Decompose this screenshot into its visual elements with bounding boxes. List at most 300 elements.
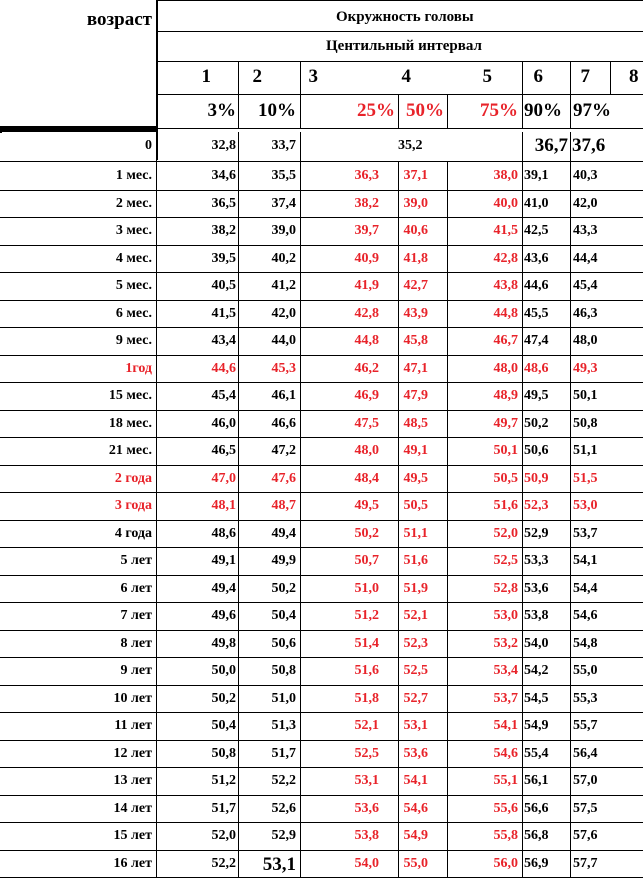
- value-cell: 49,4: [211, 580, 236, 596]
- value-cell: 46,9: [354, 388, 379, 403]
- value-cell: 50,7: [354, 553, 379, 568]
- cell-divider: [300, 712, 301, 740]
- cell-divider: [447, 850, 448, 878]
- cell-divider: [300, 190, 301, 218]
- cell-divider: [300, 300, 301, 328]
- value-cell: 36,3: [354, 168, 379, 183]
- row-rule: [0, 767, 643, 768]
- cell-divider: [447, 547, 448, 575]
- cell-divider: [156, 602, 157, 630]
- cell-divider: [447, 190, 448, 218]
- cell-divider: [570, 630, 571, 658]
- value-cell: 40,5: [211, 278, 236, 293]
- cell-divider: [522, 272, 523, 300]
- value-cell: 48,4: [354, 470, 379, 486]
- value-cell: 54,4: [573, 580, 598, 596]
- row-rule: [0, 161, 643, 162]
- row-rule: [0, 327, 643, 328]
- cell-divider: [522, 300, 523, 328]
- cell-divider: [300, 795, 301, 823]
- value-cell: 37,4: [271, 195, 296, 211]
- cell-divider: [398, 300, 399, 328]
- cell-divider: [398, 685, 399, 713]
- value-cell: 46,0: [211, 415, 236, 431]
- value-cell: 54,1: [493, 718, 518, 733]
- value-cell: 50,9: [524, 470, 549, 486]
- percentile-divider: [238, 94, 239, 128]
- value-cell: 39,0: [271, 223, 296, 238]
- corridor-divider: [300, 61, 301, 94]
- value-cell: 37,1: [403, 168, 428, 183]
- value-cell: 42,8: [493, 250, 518, 266]
- cell-divider: [398, 657, 399, 685]
- row-rule: [0, 132, 2, 133]
- cell-divider: [156, 355, 157, 383]
- value-cell: 49,1: [403, 443, 428, 458]
- value-cell: 46,7: [493, 333, 518, 348]
- cell-divider: [522, 217, 523, 245]
- cell-divider: [238, 850, 239, 878]
- row-rule: [0, 822, 643, 823]
- value-cell: 57,0: [573, 773, 598, 788]
- row-rule: [0, 795, 643, 796]
- cell-divider: [300, 822, 301, 850]
- cell-divider: [238, 272, 239, 300]
- value-cell: 41,8: [403, 250, 428, 266]
- value-cell: 41,0: [524, 195, 549, 211]
- cell-divider: [570, 217, 571, 245]
- cell-divider: [570, 712, 571, 740]
- value-cell: 54,6: [403, 800, 428, 816]
- value-cell: 53,1: [262, 853, 296, 875]
- value-cell: 32,8: [211, 138, 236, 153]
- cell-divider: [447, 740, 448, 768]
- cell-divider: [238, 437, 239, 465]
- percentile-divider: [522, 94, 523, 128]
- value-cell: 49,5: [354, 498, 379, 513]
- cell-divider: [570, 685, 571, 713]
- age-cell: 5 мес.: [115, 278, 152, 293]
- value-cell: 55,1: [493, 773, 518, 788]
- value-cell: 55,8: [493, 828, 518, 843]
- cell-divider: [238, 795, 239, 823]
- percentile-divider: [398, 94, 399, 128]
- cell-divider: [398, 630, 399, 658]
- value-cell: 55,6: [493, 800, 518, 816]
- cell-divider: [238, 217, 239, 245]
- value-cell: 53,8: [524, 608, 549, 623]
- cell-divider: [398, 382, 399, 410]
- cell-divider: [398, 355, 399, 383]
- value-cell: 52,7: [403, 690, 428, 706]
- cell-divider: [300, 465, 301, 493]
- cell-divider: [522, 850, 523, 878]
- cell-divider: [398, 547, 399, 575]
- row-rule: [0, 575, 643, 576]
- value-cell: 49,5: [524, 388, 549, 403]
- value-cell: 53,1: [403, 718, 428, 733]
- percentile-header: 90%: [524, 100, 562, 121]
- cell-divider: [156, 740, 157, 768]
- cell-divider: [238, 190, 239, 218]
- cell-divider: [238, 465, 239, 493]
- age-cell: 15 лет: [113, 828, 152, 843]
- cell-divider: [570, 355, 571, 383]
- cell-divider: [398, 327, 399, 355]
- percentile-rule: [156, 128, 643, 129]
- cell-divider: [238, 547, 239, 575]
- value-cell: 52,9: [524, 525, 549, 541]
- percentile-divider: [300, 94, 301, 128]
- cell-divider: [300, 217, 301, 245]
- value-cell: 51,2: [211, 773, 236, 788]
- age-cell: 6 лет: [120, 580, 152, 596]
- value-cell: 44,6: [211, 360, 236, 376]
- value-cell: 50,4: [211, 718, 236, 733]
- row-rule: [0, 382, 643, 383]
- cell-divider: [398, 410, 399, 438]
- value-cell: 50,6: [524, 443, 549, 458]
- cell-divider: [300, 327, 301, 355]
- value-cell: 53,7: [493, 690, 518, 706]
- value-cell: 50,8: [271, 663, 296, 678]
- value-cell: 53,0: [573, 498, 598, 513]
- cell-divider: [238, 602, 239, 630]
- top-border: [156, 0, 643, 1]
- cell-divider: [570, 767, 571, 795]
- age-cell: 16 лет: [113, 855, 152, 871]
- percentile-header: 50%: [406, 100, 444, 121]
- cell-divider: [398, 575, 399, 603]
- corridor-number: 8: [629, 66, 639, 87]
- cell-divider: [398, 850, 399, 878]
- cell-divider: [570, 410, 571, 438]
- cell-divider: [300, 740, 301, 768]
- value-cell: 54,9: [524, 718, 549, 733]
- value-cell: 38,2: [211, 223, 236, 238]
- percentile-header: 25%: [357, 100, 395, 121]
- cell-divider: [156, 327, 157, 355]
- cell-divider: [570, 822, 571, 850]
- value-cell: 50,2: [354, 525, 379, 541]
- value-cell: 55,4: [524, 745, 549, 761]
- cell-divider: [156, 795, 157, 823]
- cell-divider: [522, 602, 523, 630]
- age-cell: 1год: [125, 360, 152, 376]
- cell-divider: [156, 547, 157, 575]
- row-rule: [0, 217, 643, 218]
- age-cell: 5 лет: [120, 553, 152, 568]
- age-cell: 9 лет: [120, 663, 152, 678]
- corridor-number: 7: [580, 66, 590, 87]
- cell-divider: [447, 822, 448, 850]
- cell-divider: [300, 272, 301, 300]
- cell-divider: [447, 520, 448, 548]
- cell-divider: [522, 410, 523, 438]
- value-cell: 51,1: [403, 525, 428, 541]
- value-cell: 51,6: [354, 663, 379, 678]
- value-cell: 53,4: [493, 663, 518, 678]
- cell-divider: [156, 685, 157, 713]
- cell-divider: [447, 657, 448, 685]
- cell-divider: [522, 520, 523, 548]
- age-cell: 21 мес.: [108, 443, 152, 458]
- value-cell: 51,7: [271, 745, 296, 761]
- percentile-header: 97%: [573, 100, 611, 121]
- cell-divider: [238, 822, 239, 850]
- value-cell: 53,7: [573, 525, 598, 541]
- value-cell: 48,5: [403, 415, 428, 431]
- cell-divider: [300, 382, 301, 410]
- row-rule: [0, 190, 643, 191]
- value-cell: 40,2: [271, 250, 296, 266]
- cell-divider: [447, 382, 448, 410]
- corridor-divider: [570, 61, 571, 94]
- cell-divider: [522, 547, 523, 575]
- cell-divider: [398, 740, 399, 768]
- cell-divider: [570, 850, 571, 878]
- percentile-divider: [570, 94, 571, 128]
- value-cell: 43,8: [493, 278, 518, 293]
- cell-divider: [156, 850, 157, 878]
- cell-divider: [522, 355, 523, 383]
- value-cell: 48,6: [211, 525, 236, 541]
- cell-divider: [398, 520, 399, 548]
- value-cell: 52,3: [403, 635, 428, 651]
- cell-divider: [398, 190, 399, 218]
- value-cell: 54,0: [354, 855, 379, 871]
- cell-divider: [238, 492, 239, 520]
- cell-divider: [156, 245, 157, 273]
- age-cell: 12 лет: [113, 745, 152, 761]
- value-cell: 40,9: [354, 250, 379, 266]
- value-cell: 53,2: [493, 635, 518, 651]
- value-cell: 41,9: [354, 278, 379, 293]
- cell-divider: [300, 410, 301, 438]
- row-rule: [0, 877, 643, 878]
- cell-divider: [447, 630, 448, 658]
- cell-divider: [447, 162, 448, 190]
- value-cell: 49,1: [211, 553, 236, 568]
- value-cell: 52,8: [493, 580, 518, 596]
- value-cell: 49,7: [493, 415, 518, 431]
- value-cell: 42,0: [271, 305, 296, 321]
- value-cell: 38,2: [354, 195, 379, 211]
- value-cell: 54,9: [403, 828, 428, 843]
- value-cell: 52,5: [493, 553, 518, 568]
- value-cell: 48,1: [211, 498, 236, 513]
- value-cell: 48,0: [354, 443, 379, 458]
- value-cell: 57,7: [573, 855, 598, 871]
- value-cell: 53,0: [493, 608, 518, 623]
- value-cell: 53,1: [354, 773, 379, 788]
- cell-divider: [570, 492, 571, 520]
- corridor-number: 4: [401, 66, 411, 87]
- row-rule: [0, 740, 643, 741]
- value-cell: 36,7: [534, 135, 568, 156]
- cell-divider: [156, 767, 157, 795]
- value-cell: 51,9: [403, 580, 428, 596]
- age-cell: 3 мес.: [115, 223, 152, 238]
- row-rule: [0, 492, 643, 493]
- cell-divider: [570, 327, 571, 355]
- value-cell: 48,0: [573, 333, 598, 348]
- value-cell: 45,8: [403, 333, 428, 348]
- cell-divider: [238, 520, 239, 548]
- cell-divider: [447, 355, 448, 383]
- value-cell: 43,3: [573, 223, 598, 238]
- cell-divider: [570, 132, 571, 161]
- value-cell: 50,6: [271, 635, 296, 651]
- cell-divider: [156, 822, 157, 850]
- value-cell: 51,5: [573, 470, 598, 486]
- value-cell: 35,5: [271, 168, 296, 183]
- cell-divider: [156, 575, 157, 603]
- cell-divider: [156, 272, 157, 300]
- cell-divider: [522, 657, 523, 685]
- value-cell: 47,0: [211, 470, 236, 486]
- corridor-number: 5: [482, 66, 492, 87]
- value-cell: 47,2: [271, 443, 296, 458]
- cell-divider: [570, 520, 571, 548]
- cell-divider: [522, 767, 523, 795]
- cell-divider: [300, 355, 301, 383]
- cell-divider: [522, 437, 523, 465]
- cell-divider: [300, 657, 301, 685]
- row-rule: [0, 465, 643, 466]
- value-cell: 49,9: [271, 553, 296, 568]
- value-cell: 51,0: [271, 690, 296, 706]
- age-cell: 10 лет: [113, 690, 152, 706]
- value-cell: 40,6: [403, 223, 428, 238]
- cell-divider: [447, 272, 448, 300]
- cell-divider: [398, 465, 399, 493]
- cell-divider: [570, 740, 571, 768]
- value-cell: 55,7: [573, 718, 598, 733]
- value-cell: 46,3: [573, 305, 598, 321]
- row-rule: [0, 245, 643, 246]
- value-cell: 55,0: [403, 855, 428, 871]
- percentile-divider: [447, 94, 448, 128]
- cell-divider: [238, 327, 239, 355]
- value-cell: 51,3: [271, 718, 296, 733]
- value-cell: 49,6: [211, 608, 236, 623]
- cell-divider: [156, 410, 157, 438]
- cell-divider: [522, 740, 523, 768]
- cell-divider: [300, 767, 301, 795]
- value-cell: 53,8: [354, 828, 379, 843]
- cell-divider: [522, 382, 523, 410]
- value-cell: 45,3: [271, 360, 296, 376]
- value-cell: 44,4: [573, 250, 598, 266]
- value-cell: 43,4: [211, 333, 236, 348]
- title-rule: [156, 31, 643, 32]
- cell-divider: [522, 822, 523, 850]
- value-cell: 35,2: [398, 138, 423, 153]
- cell-divider: [522, 465, 523, 493]
- cell-divider: [156, 520, 157, 548]
- row-rule: [0, 300, 643, 301]
- cell-divider: [156, 465, 157, 493]
- cell-divider: [398, 492, 399, 520]
- value-cell: 53,6: [354, 800, 379, 816]
- value-cell: 56,0: [493, 855, 518, 871]
- cell-divider: [398, 162, 399, 190]
- cell-divider: [238, 132, 239, 161]
- value-cell: 52,2: [271, 773, 296, 788]
- value-cell: 51,6: [493, 498, 518, 513]
- cell-divider: [570, 272, 571, 300]
- value-cell: 54,0: [524, 635, 549, 651]
- value-cell: 49,8: [211, 635, 236, 651]
- value-cell: 46,2: [354, 360, 379, 376]
- cell-divider: [156, 492, 157, 520]
- row-rule: [0, 547, 643, 548]
- value-cell: 49,4: [271, 525, 296, 541]
- value-cell: 50,2: [271, 580, 296, 596]
- corridor-number: 2: [252, 66, 262, 87]
- age-cell: 2 года: [114, 470, 152, 486]
- corridor-divider: [610, 61, 611, 94]
- cell-divider: [300, 520, 301, 548]
- cell-divider: [398, 767, 399, 795]
- cell-divider: [447, 465, 448, 493]
- value-cell: 54,6: [573, 608, 598, 623]
- cell-divider: [522, 190, 523, 218]
- value-cell: 42,0: [573, 195, 598, 211]
- cell-divider: [570, 245, 571, 273]
- corridor-number: 1: [201, 66, 211, 87]
- value-cell: 52,1: [403, 608, 428, 623]
- value-cell: 50,2: [211, 690, 236, 706]
- cell-divider: [238, 575, 239, 603]
- cell-divider: [570, 162, 571, 190]
- cell-divider: [238, 630, 239, 658]
- value-cell: 55,0: [573, 663, 598, 678]
- cell-divider: [522, 327, 523, 355]
- value-cell: 46,1: [271, 388, 296, 403]
- value-cell: 47,1: [403, 360, 428, 376]
- cell-divider: [398, 795, 399, 823]
- age-cell: 4 мес.: [115, 250, 152, 266]
- value-cell: 54,2: [524, 663, 549, 678]
- value-cell: 54,1: [403, 773, 428, 788]
- value-cell: 50,8: [211, 745, 236, 761]
- cell-divider: [156, 657, 157, 685]
- value-cell: 50,4: [271, 608, 296, 623]
- value-cell: 46,6: [271, 415, 296, 431]
- cell-divider: [156, 132, 157, 161]
- value-cell: 52,3: [524, 498, 549, 513]
- value-cell: 54,5: [524, 690, 549, 706]
- value-cell: 48,0: [493, 360, 518, 376]
- value-cell: 50,1: [573, 388, 598, 403]
- value-cell: 37,6: [572, 135, 606, 156]
- value-cell: 39,0: [403, 195, 428, 211]
- value-cell: 52,5: [403, 663, 428, 678]
- row-rule: [0, 712, 643, 713]
- cell-divider: [398, 602, 399, 630]
- value-cell: 34,6: [211, 168, 236, 183]
- value-cell: 45,4: [573, 278, 598, 293]
- cell-divider: [238, 162, 239, 190]
- cell-divider: [522, 575, 523, 603]
- cell-divider: [156, 190, 157, 218]
- value-cell: 54,1: [573, 553, 598, 568]
- age-cell: 3 года: [114, 498, 152, 513]
- value-cell: 50,5: [493, 470, 518, 486]
- age-cell: 14 лет: [113, 800, 152, 816]
